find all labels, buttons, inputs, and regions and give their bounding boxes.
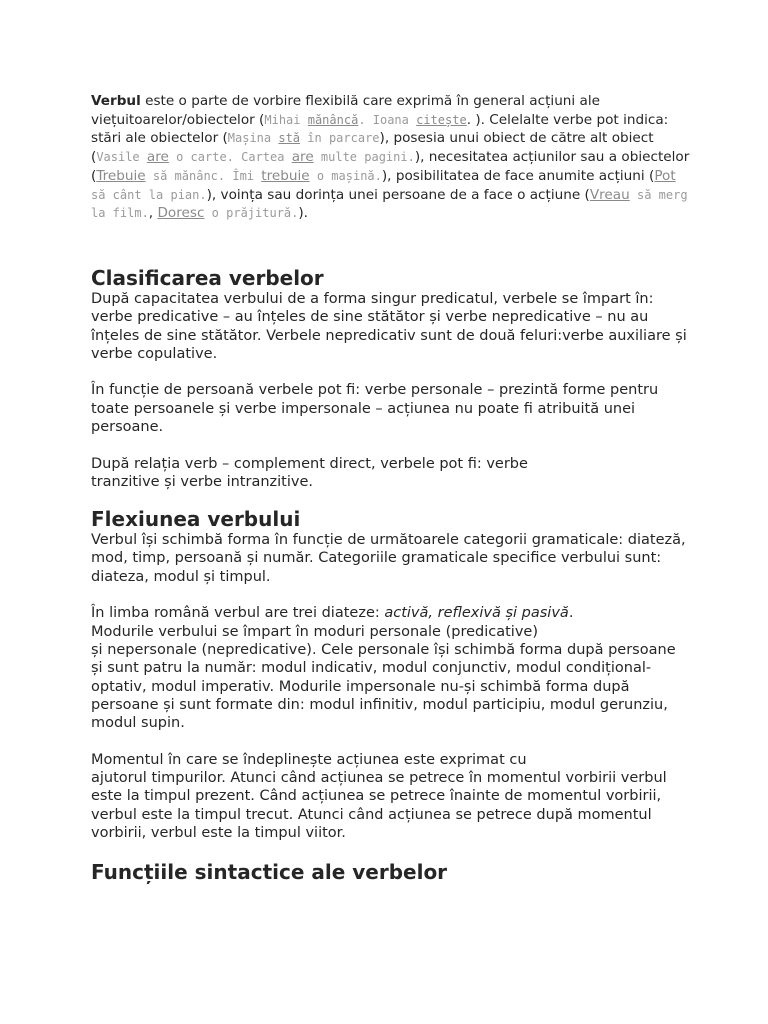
italic-text: activă, reflexivă și pasivă bbox=[384, 605, 569, 622]
example-text: . Ioana bbox=[358, 112, 417, 127]
link-pot[interactable]: Pot bbox=[654, 167, 676, 184]
verbul-bold: Verbul bbox=[91, 93, 141, 109]
heading-clasificarea: Clasificarea verbelor bbox=[91, 265, 324, 290]
link-mananca[interactable]: mănâncă bbox=[307, 112, 359, 127]
link-sta[interactable]: stă bbox=[278, 131, 301, 146]
paragraph bbox=[91, 604, 691, 622]
spacer bbox=[91, 842, 691, 860]
example-text: să mănânc. Îmi bbox=[145, 168, 262, 183]
paragraph: ajutorul timpurilor. Atunci când acțiunea se petrece în momentul vorbirii verbul este la timpul prezent. Când acțiunea se petrece înainte de momentul vorbirii, verbul este la timpul trecut. Atunci când acțiunea se petrece după momentul vorbirii, verbul este la timpul viitor. bbox=[91, 770, 667, 841]
intro-text: este o parte de vorbire flexibilă care exprimă în general acțiuni ale viețuitoarelor/obiectelor ( bbox=[91, 93, 600, 128]
spacer bbox=[91, 223, 691, 266]
paragraph: și nepersonale (nepredicative). Cele personale își schimbă forma după persoane și sunt patru la număr: modul indicativ, modul conjunctiv, modul condițional-optativ, modul imperativ. Modurile impersonale nu-și schimbă forma după persoane și sunt formate din: modul infinitiv, modul participiu, modul gerunziu, modul supin. bbox=[91, 641, 676, 732]
intro-text: ), posesia unui obiect de către alt obiect ( bbox=[91, 130, 654, 166]
paragraph: tranzitive și verbe intranzitive. bbox=[91, 473, 313, 490]
intro-text: ). bbox=[298, 205, 308, 222]
link-trebuie[interactable]: Trebuie bbox=[96, 167, 146, 184]
intro-text: ), voința sau dorința unei persoane de a face o acțiune ( bbox=[206, 186, 590, 203]
spacer bbox=[91, 363, 691, 381]
link-are[interactable]: are bbox=[291, 149, 314, 166]
link-citeste[interactable]: citește bbox=[416, 112, 467, 127]
link-trebuie[interactable]: trebuie bbox=[261, 167, 310, 184]
intro-text: , bbox=[148, 205, 158, 222]
intro-paragraph bbox=[91, 92, 691, 223]
heading-flexiunea: Flexiunea verbului bbox=[91, 507, 301, 532]
intro-text: . ). Celelalte verbe pot indica: stări ale obiectelor ( bbox=[91, 111, 669, 147]
example-text: să cânt la pian. bbox=[91, 187, 207, 202]
document-page bbox=[91, 90, 691, 884]
example-text: o mașină. bbox=[309, 168, 382, 183]
spacer bbox=[91, 436, 691, 454]
intro-text: ), necesitatea acțiunilor sau a obiectelor ( bbox=[91, 149, 690, 184]
example-text: o carte. Cartea bbox=[168, 150, 292, 165]
link-are[interactable]: are bbox=[146, 149, 169, 166]
example-text: Mașina bbox=[227, 131, 279, 146]
link-doresc[interactable]: Doresc bbox=[157, 205, 205, 222]
spacer bbox=[91, 586, 691, 604]
example-text: multe pagini. bbox=[313, 150, 415, 165]
heading-functiile: Funcțiile sintactice ale verbelor bbox=[91, 860, 448, 885]
example-text: în parcare bbox=[300, 131, 380, 146]
intro-text: ), posibilitatea de face anumite acțiuni ( bbox=[381, 167, 655, 184]
link-vreau[interactable]: Vreau bbox=[589, 186, 630, 203]
example-text: să merg la film. bbox=[91, 187, 688, 221]
spacer bbox=[91, 491, 691, 507]
paragraph: Momentul în care se îndeplinește acțiunea este exprimat cu bbox=[91, 751, 527, 768]
example-text: o prăjitură. bbox=[204, 206, 299, 221]
spacer bbox=[91, 732, 691, 750]
paragraph-text: În limba română verbul are trei diateze: bbox=[91, 605, 385, 622]
example-text: Mihai bbox=[264, 112, 308, 127]
paragraph: După capacitatea verbului de a forma singur predicatul, verbele se împart în: verbe predicative – au înțeles de sine stătător și verbe nepredicative – nu au înțeles de sine stătător. Verbele nepredicativ sunt de două feluri:verbe auxiliare și verbe copulative. bbox=[91, 290, 687, 362]
example-text: Vasile bbox=[96, 150, 147, 165]
paragraph-text: . bbox=[568, 605, 574, 622]
paragraph: După relația verb – complement direct, verbele pot fi: verbe bbox=[91, 455, 528, 472]
paragraph: Modurile verbului se împart în moduri personale (predicative) bbox=[91, 623, 538, 640]
paragraph: Verbul își schimbă forma în funcție de următoarele categorii gramaticale: diateză, mod, timp, persoană și număr. Categoriile gramaticale specifice verbului sunt: diateza, modul și timpul. bbox=[91, 532, 686, 585]
paragraph: În funcție de persoană verbele pot fi: verbe personale – prezintă forme pentru toate persoanele și verbe impersonale – acțiunea nu poate fi atribuită unei persoane. bbox=[91, 382, 659, 435]
